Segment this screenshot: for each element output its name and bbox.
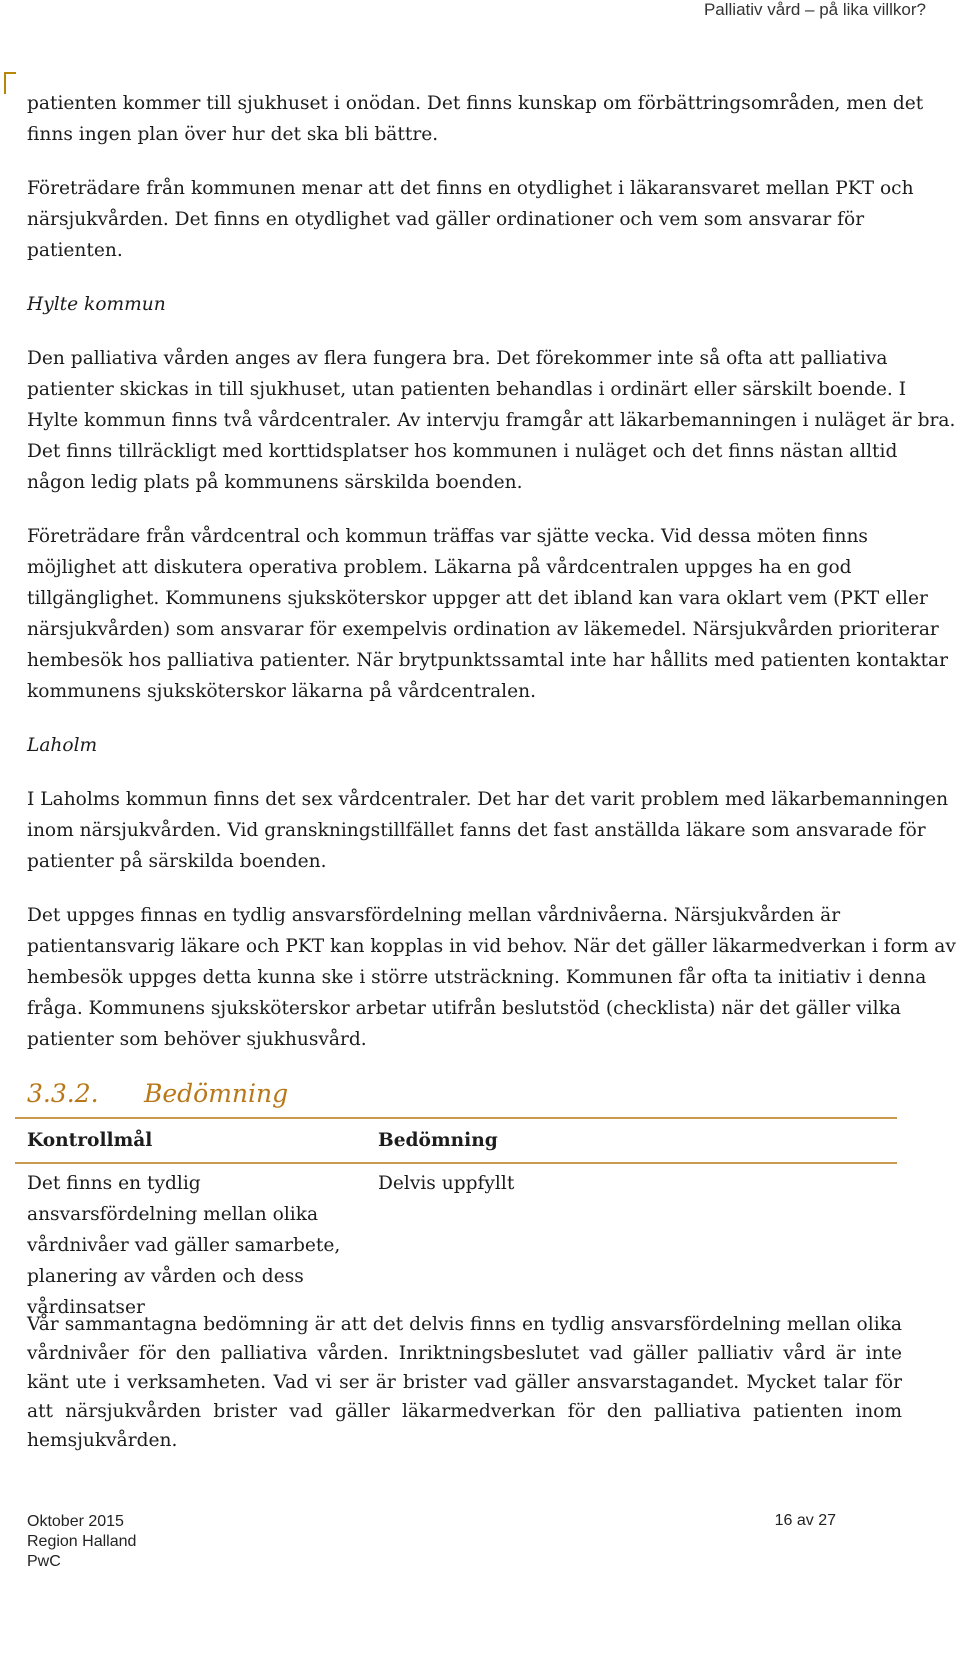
footer-organization: Region Halland xyxy=(27,1533,137,1550)
footer-date: Oktober 2015 xyxy=(27,1513,124,1530)
corner-mark-vertical xyxy=(4,72,6,94)
paragraph: Företrädare från kommunen menar att det finns en otydlighet i läkaransvaret mellan PKT och närsjukvården. Det finns en otydlighet vad gäller ordinationer och vem som ansvarar för patienten. xyxy=(27,178,914,261)
paragraph: Den palliativa vården anges av flera fungera bra. Det förekommer inte så ofta att palliativa patienter skickas in till sjukhuset, utan patienten behandlas i ordinärt eller särskilt boende. I Hylte kommun finns två vårdcentraler. Av intervju framgår att läkarbemanningen i nuläget är bra. Det finns tillräckligt med korttidsplatser hos kommunen i nuläget och det finns nästan alltid någon ledig plats på kommunens särskilda boenden. xyxy=(27,348,956,493)
table-cell-bedomning: Delvis uppfyllt xyxy=(378,1173,515,1194)
column-header-bedomning: Bedömning xyxy=(366,1118,897,1163)
section-title: Bedömning xyxy=(144,1079,289,1108)
page-number: 16 av 27 xyxy=(774,1512,836,1529)
footer-left xyxy=(27,1512,136,1572)
subheading-laholm: Laholm xyxy=(27,735,98,756)
table-cell-kontrollmal: Det finns en tydlig ansvarsfördelning mellan olika vårdnivåer vad gäller samarbete, planering av vården och dess vårdinsatser xyxy=(27,1173,341,1318)
main-content xyxy=(27,88,957,1109)
table-header-row xyxy=(15,1118,897,1163)
subheading-hylte: Hylte kommun xyxy=(27,294,166,315)
section-heading xyxy=(27,1078,957,1109)
paragraph: Företrädare från vårdcentral och kommun träffas var sjätte vecka. Vid dessa möten finns möjlighet att diskutera operativa problem. Läkarna på vårdcentralen uppges ha en god tillgänglighet. Kommunens sjuksköterskor uppger att det ibland kan vara oklart vem (PKT eller närsjukvården) som ansvarar för exempelvis ordination av läkemedel. Närsjukvården prioriterar hembesök hos palliativa patienter. När brytpunktssamtal inte har hållits med patienten kontaktar kommunens sjuksköterskor läkarna på vårdcentralen. xyxy=(27,526,949,702)
section-number: 3.3.2. xyxy=(27,1079,99,1108)
paragraph: I Laholms kommun finns det sex vårdcentraler. Det har det varit problem med läkarbemanningen inom närsjukvården. Vid granskningstillfället fanns det fast anställda läkare som ansvarade för patienter på särskilda boenden. xyxy=(27,789,949,872)
running-header: Palliativ vård – på lika villkor? xyxy=(703,0,926,19)
paragraph: patienten kommer till sjukhuset i onödan. Det finns kunskap om förbättringsområden, men det finns ingen plan över hur det ska bli bättre. xyxy=(27,93,924,145)
corner-mark-horizontal xyxy=(4,72,16,74)
assessment-table xyxy=(15,1117,897,1323)
footer-company: PwC xyxy=(27,1553,61,1570)
paragraph: Det uppges finnas en tydlig ansvarsfördelning mellan vårdnivåerna. Närsjukvården är patientansvarig läkare och PKT kan kopplas in vid behov. När det gäller läkarmedverkan i form av hembesök uppges detta kunna ske i större utsträckning. Kommunen får ofta ta initiativ i denna fråga. Kommunens sjuksköterskor arbetar utifrån beslutstöd (checklista) när det gäller vilka patienter som behöver sjukhusvård. xyxy=(27,905,956,1050)
column-header-kontrollmal: Kontrollmål xyxy=(15,1118,366,1163)
table-row xyxy=(15,1163,897,1323)
summary-paragraph: Vår sammantagna bedömning är att det delvis finns en tydlig ansvarsfördelning mellan olika vårdnivåer för den palliativa vården. Inriktningsbeslutet vad gäller palliativ vård är inte känt ute i verksamheten. Vad vi ser är brister vad gäller ansvarstagandet. Mycket talar för att närsjukvården brister vad gäller läkarmedverkan för den palliativa patienten inom hemsjukvården. xyxy=(27,1314,902,1451)
